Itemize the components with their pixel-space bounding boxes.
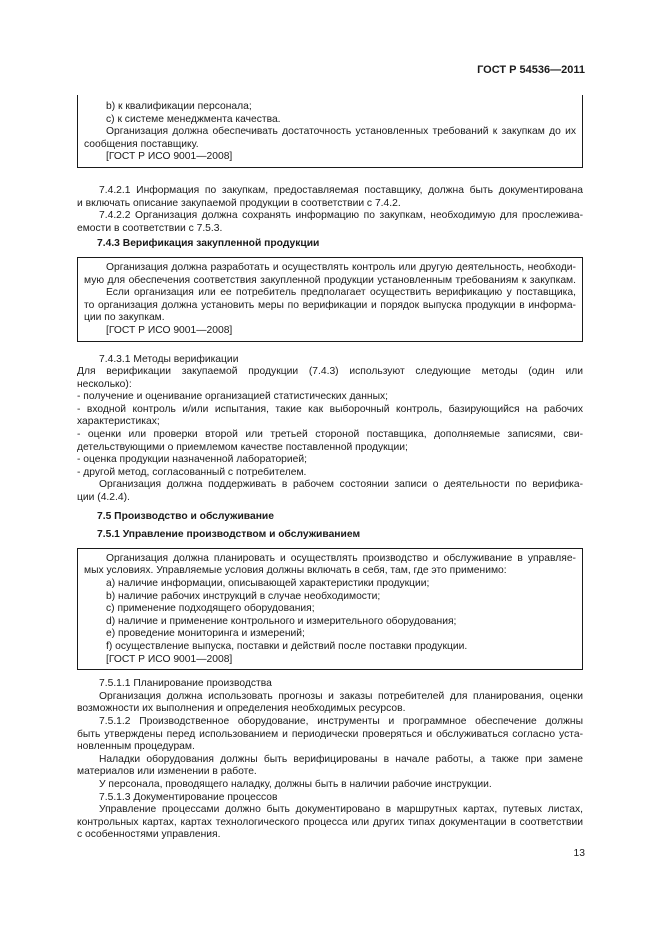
clause-7512-line: 7.5.1.2 Производственное оборудование, инструменты и программное обеспечение должны	[99, 715, 583, 727]
bullet-item: - получение и оценивание организацией статистических данных;	[77, 391, 388, 403]
document-header: ГОСТ Р 54536—2011	[477, 64, 585, 76]
paragraph-line: У персонала, проводящего наладку, должны быть в наличии рабочие инструкции.	[99, 778, 492, 790]
section-heading-743: 7.4.3 Верификация закупленной продукции	[97, 238, 320, 250]
quote-box-production	[77, 548, 583, 670]
section-heading-75: 7.5 Производство и обслуживание	[97, 510, 274, 522]
paragraph-line: несколько):	[77, 378, 132, 390]
standard-reference: [ГОСТ Р ИСО 9001—2008]	[106, 653, 233, 665]
paragraph-line: материалов или изменении в работе.	[77, 766, 257, 778]
clause-7511-title: 7.5.1.1 Планирование производства	[99, 678, 272, 690]
bullet-item: - входной контроль и/или испытания, такие как выборочный контроль, базирующийся на рабочих	[77, 403, 583, 415]
paragraph-line: контрольных картах, картах технологического процесса или других типах документации в соответствии	[77, 816, 583, 828]
paragraph-line: возможности их выполнения и определения необходимых ресурсов.	[77, 703, 406, 715]
paragraph-line: с особенностями управления.	[77, 829, 221, 841]
paragraph-line: мых условиях. Управляемые условия должны включать в себя, там, где это применимо:	[84, 565, 507, 577]
paragraph-line: Организация должна использовать прогнозы и заказы потребителей для планирования, оценки	[99, 690, 583, 702]
clause-7513-title: 7.5.1.3 Документирование процессов	[99, 791, 278, 803]
standard-reference: [ГОСТ Р ИСО 9001—2008]	[106, 151, 233, 163]
clause-7431-title: 7.4.3.1 Методы верификации	[99, 353, 239, 365]
clause-7421-line: и включать описание закупаемой продукции в соответствии с 7.4.2.	[77, 197, 401, 209]
list-item: e) проведение мониторинга и измерений;	[106, 628, 305, 640]
page-number: 13	[573, 848, 585, 859]
clause-7421-line: 7.4.2.1 Информация по закупкам, предоставляемая поставщику, должна быть документирована	[99, 184, 583, 196]
list-item: d) наличие и применение контрольного и измерительного оборудования;	[106, 615, 457, 627]
bullet-item: - оценки или проверки второй или третьей стороной поставщика, дополняемые записями, сви-	[77, 429, 583, 441]
bullet-item: - другой метод, согласованный с потребителем.	[77, 466, 307, 478]
paragraph-line: быть утверждены перед использованием и периодически проверяться и обслуживаться согласно уста-	[77, 728, 583, 740]
page-content	[77, 95, 583, 842]
paragraph-line: ции по закупкам.	[84, 312, 165, 324]
list-item: a) наличие информации, описывающей характеристики продукции;	[106, 578, 430, 589]
list-item: b) наличие рабочих инструкций в случае необходимости;	[106, 590, 381, 602]
list-item: b) к квалификации персонала;	[106, 101, 252, 112]
list-item: c) применение подходящего оборудования;	[106, 603, 315, 615]
paragraph-line: ции (4.2.4).	[77, 492, 130, 504]
section-heading-751: 7.5.1 Управление производством и обслуживанием	[97, 529, 361, 541]
quote-box-verification	[77, 257, 583, 342]
paragraph-line: Организация должна поддерживать в рабочем состоянии записи о деятельности по верифика-	[99, 479, 583, 491]
paragraph-line: новленным процедурам.	[77, 741, 195, 753]
paragraph-line: сообщения поставщику.	[84, 138, 199, 150]
bullet-item: - оценка продукции назначенной лабораторией;	[77, 454, 307, 466]
paragraph-line: Организация должна планировать и осуществлять производство и обслуживание в управляе-	[106, 552, 576, 564]
paragraph-line: мую для обеспечения соответствия закупленной продукции установленным требованиям к закупкам.	[84, 274, 576, 286]
standard-reference: [ГОСТ Р ИСО 9001—2008]	[106, 324, 233, 336]
paragraph-line: Организация должна обеспечивать достаточность установленных требований к закупкам до их	[106, 126, 576, 138]
quote-box-requirements	[77, 95, 583, 168]
paragraph-line: Наладки оборудования должны быть верифицированы в начале работы, а также при замене	[99, 753, 583, 765]
bullet-item: характеристиках;	[77, 416, 160, 428]
clause-7422-line: 7.4.2.2 Организация должна сохранять информацию по закупкам, необходимую для прослежива-	[99, 210, 583, 222]
paragraph-line: Управление процессами должно быть документировано в маршрутных картах, путевых листах,	[99, 804, 583, 816]
paragraph-line: то организация должна установить меры по верификации и порядок выпуска продукции в информа-	[84, 299, 576, 311]
paragraph-line: Для верификации закупаемой продукции (7.4.3) используют следующие методы (один или	[77, 366, 583, 378]
paragraph-line: Организация должна разработать и осуществлять контроль или другую деятельность, необходи-	[106, 261, 576, 273]
bullet-item: детельствующими о приемлемом качестве поставленной продукции;	[77, 441, 408, 453]
list-item: f) осуществление выпуска, поставки и действий после поставки продукции.	[106, 640, 468, 652]
paragraph-line: Если организация или ее потребитель предполагает осуществить верификацию у поставщика,	[106, 287, 576, 299]
clause-7422-line: емости в соответствии с 7.5.3.	[77, 222, 223, 234]
list-item: c) к системе менеджмента качества.	[106, 113, 281, 125]
